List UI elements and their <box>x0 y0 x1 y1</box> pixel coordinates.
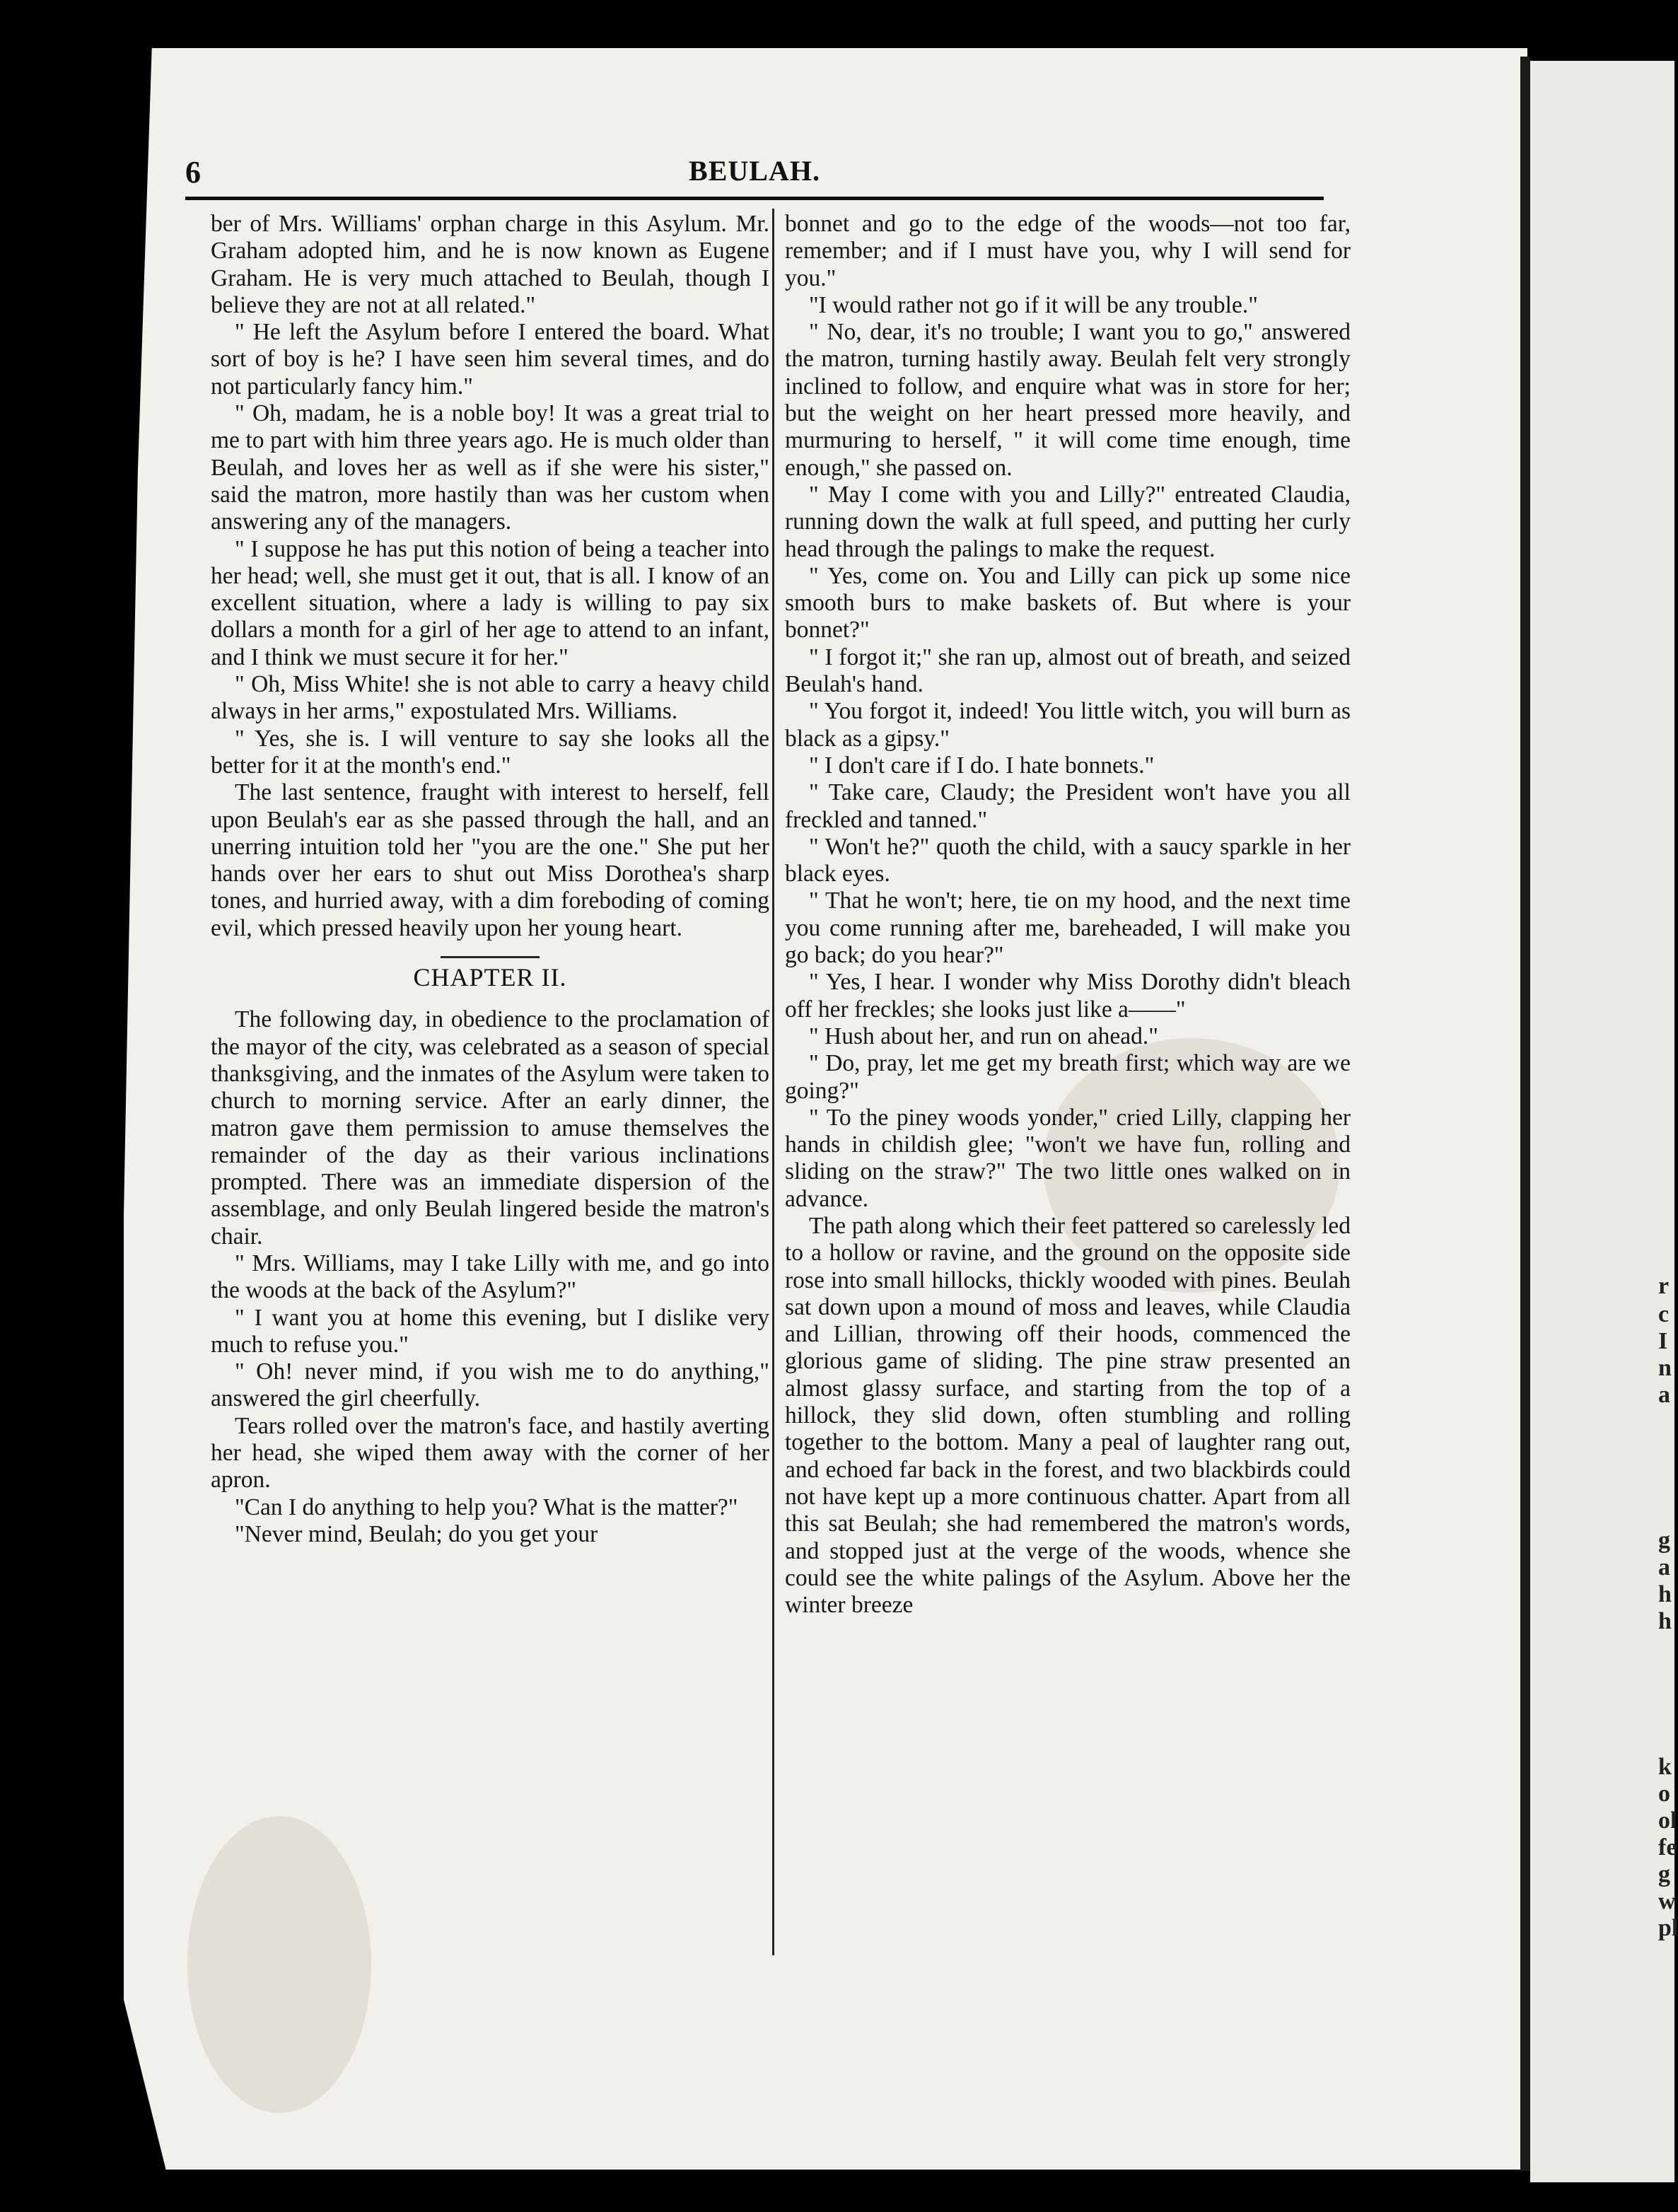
column-rule <box>772 209 774 1955</box>
paragraph: " May I come with you and Lilly?" entreated Claudia, running down the walk at full speed, and putting her curly head through the palings to make the request. <box>785 481 1351 562</box>
paragraph: The following day, in obedience to the proclamation of the mayor of the city, was celebrated as a season of special thanksgiving, and the inmates of the Asylum were taken to church to morning service. After an early dinner, the matron gave them permission to amuse themselves the remainder of the day as their various inclinations prompted. There was an immediate dispersion of the assemblage, and only Beulah lingered beside the matron's chair. <box>211 1006 769 1250</box>
paragraph: ber of Mrs. Williams' orphan charge in this Asylum. Mr. Graham adopted him, and he is now known as Eugene Graham. He is very much attached to Beulah, though I believe they are not at all related." <box>211 211 769 318</box>
paragraph: " I want you at home this evening, but I dislike very much to refuse you." <box>211 1304 769 1358</box>
fragment-glyph: w <box>1658 1888 1676 1914</box>
paragraph: " Take care, Claudy; the President won't have you all freckled and tanned." <box>785 779 1351 833</box>
fragment-glyph: ol <box>1658 1808 1677 1834</box>
paragraph: "Never mind, Beulah; do you get your <box>235 1520 598 1547</box>
paragraph: The path along which their feet pattered so carelessly led to a hollow or ravine, and the ground on the opposite side rose into small hillocks, thickly wooded with pines. Beulah sat down upon a mound of moss and leaves, while Claudia and Lillian, throwing off their hoods, commenced the glorious game of sliding. The pine straw presented an almost glassy surface, and starting from the top of a hillock, they slid down, often stumbling and rolling together to the bottom. Many a peal of laughter rang out, and echoed far back in the forest, and two blackbirds could not have kept up a more continuous chatter. Apart from all this sat Beulah; she had remembered the matron's words, and stopped just at the verge of the woods, whence she could see the white palings of the Asylum. Above her the winter breeze <box>785 1212 1351 1619</box>
chapter-rule <box>441 956 540 958</box>
paragraph: " Mrs. Williams, may I take Lilly with me, and go into the woods at the back of the Asylum?" <box>211 1250 769 1304</box>
fragment-glyph: g <box>1658 1861 1670 1887</box>
paragraph: " Oh, madam, he is a noble boy! It was a great trial to me to part with him three years ago. He is much older than Beulah, and loves her as well as if she were his sister," said the matron, more hastily than was her custom when answering any of the managers. <box>211 400 769 535</box>
running-head: BEULAH. <box>689 155 820 187</box>
fragment-glyph: c <box>1658 1301 1670 1327</box>
paragraph: " Do, pray, let me get my breath first; which way are we going?" <box>785 1050 1351 1104</box>
paragraph: " I forgot it;" she ran up, almost out of breath, and seized Beulah's hand. <box>785 644 1351 698</box>
paragraph: " That he won't; here, tie on my hood, and the next time you come running after me, bareheaded, I will make you go back; do you hear?" <box>785 887 1351 969</box>
facing-page-edge <box>1530 61 1674 2182</box>
paragraph: "I would rather not go if it will be any trouble." <box>809 291 1258 318</box>
fragment-glyph: o <box>1658 1781 1670 1807</box>
fragment-glyph: fe <box>1658 1834 1677 1861</box>
left-column <box>211 211 769 1548</box>
paragraph: " You forgot it, indeed! You little witch, you will burn as black as a gipsy." <box>785 698 1351 752</box>
paragraph: " I don't care if I do. I hate bonnets." <box>809 752 1155 779</box>
fragment-glyph: r <box>1658 1273 1670 1299</box>
paragraph: " No, dear, it's no trouble; I want you to go," answered the matron, turning hastily away. Beulah felt very strongly inclined to follow, and enquire what was in store for her; but the weight on her heart pressed more heavily, and murmuring to herself, " it will come time enough, time enough," she passed on. <box>785 319 1351 481</box>
header-rule <box>185 197 1324 200</box>
paragraph: " To the piney woods yonder," cried Lilly, clapping her hands in childish glee; "won't we have fun, rolling and sliding on the straw?" The two little ones walked on in advance. <box>785 1104 1351 1212</box>
fragment-glyph: pl <box>1658 1915 1678 1941</box>
fragment-glyph: n <box>1658 1355 1672 1381</box>
paragraph: The last sentence, fraught with interest to herself, fell upon Beulah's ear as she passed through the hall, and an unerring intuition told her "you are the one." She put her hands over her ears to shut out Miss Dorothea's sharp tones, and hurried away, with a dim foreboding of coming evil, which pressed heavily upon her young heart. <box>211 779 769 941</box>
paragraph: " Yes, come on. You and Lilly can pick up some nice smooth burs to make baskets of. But where is your bonnet?" <box>785 562 1351 644</box>
fragment-glyph: h <box>1658 1608 1672 1634</box>
paragraph: " Oh! never mind, if you wish me to do anything," answered the girl cheerfully. <box>211 1358 769 1412</box>
paper-stain <box>187 1816 371 2113</box>
paragraph: " Won't he?" quoth the child, with a saucy sparkle in her black eyes. <box>785 833 1351 887</box>
fragment-glyph: a <box>1658 1382 1670 1408</box>
fragment-glyph: a <box>1658 1554 1670 1581</box>
paragraph: bonnet and go to the edge of the woods—not too far, remember; and if I must have you, why I will send for you." <box>785 211 1351 291</box>
paragraph: " Oh, Miss White! she is not able to carry a heavy child always in her arms," expostulated Mrs. Williams. <box>211 671 769 725</box>
page-header <box>185 149 1324 191</box>
paragraph: "Can I do anything to help you? What is the matter?" <box>235 1494 738 1520</box>
paragraph: " I suppose he has put this notion of being a teacher into her head; well, she must get it out, that is all. I know of an excellent situation, where a lady is willing to pay six dollars a month for a girl of her age to attend to an infant, and I think we must secure it for her." <box>211 535 769 670</box>
paragraph: " Yes, I hear. I wonder why Miss Dorothy didn't bleach off her freckles; she looks just like a——" <box>785 969 1351 1023</box>
chapter-heading: CHAPTER II. <box>413 963 567 992</box>
fragment-glyph: k <box>1658 1754 1672 1780</box>
page-gutter <box>1520 57 1530 2171</box>
fragment-glyph: g <box>1658 1527 1670 1554</box>
page-number: 6 <box>185 155 201 190</box>
paragraph: " He left the Asylum before I entered the board. What sort of boy is he? I have seen him several times, and do not particularly fancy him." <box>211 319 769 400</box>
right-column <box>785 211 1351 1619</box>
paragraph: " Yes, she is. I will venture to say she looks all the better for it at the month's end." <box>211 725 769 779</box>
paragraph: " Hush about her, and run on ahead." <box>809 1023 1158 1049</box>
fragment-glyph: h <box>1658 1581 1672 1607</box>
paragraph: Tears rolled over the matron's face, and hastily averting her head, she wiped them away with the corner of her apron. <box>211 1412 769 1494</box>
fragment-glyph: I <box>1658 1328 1668 1354</box>
